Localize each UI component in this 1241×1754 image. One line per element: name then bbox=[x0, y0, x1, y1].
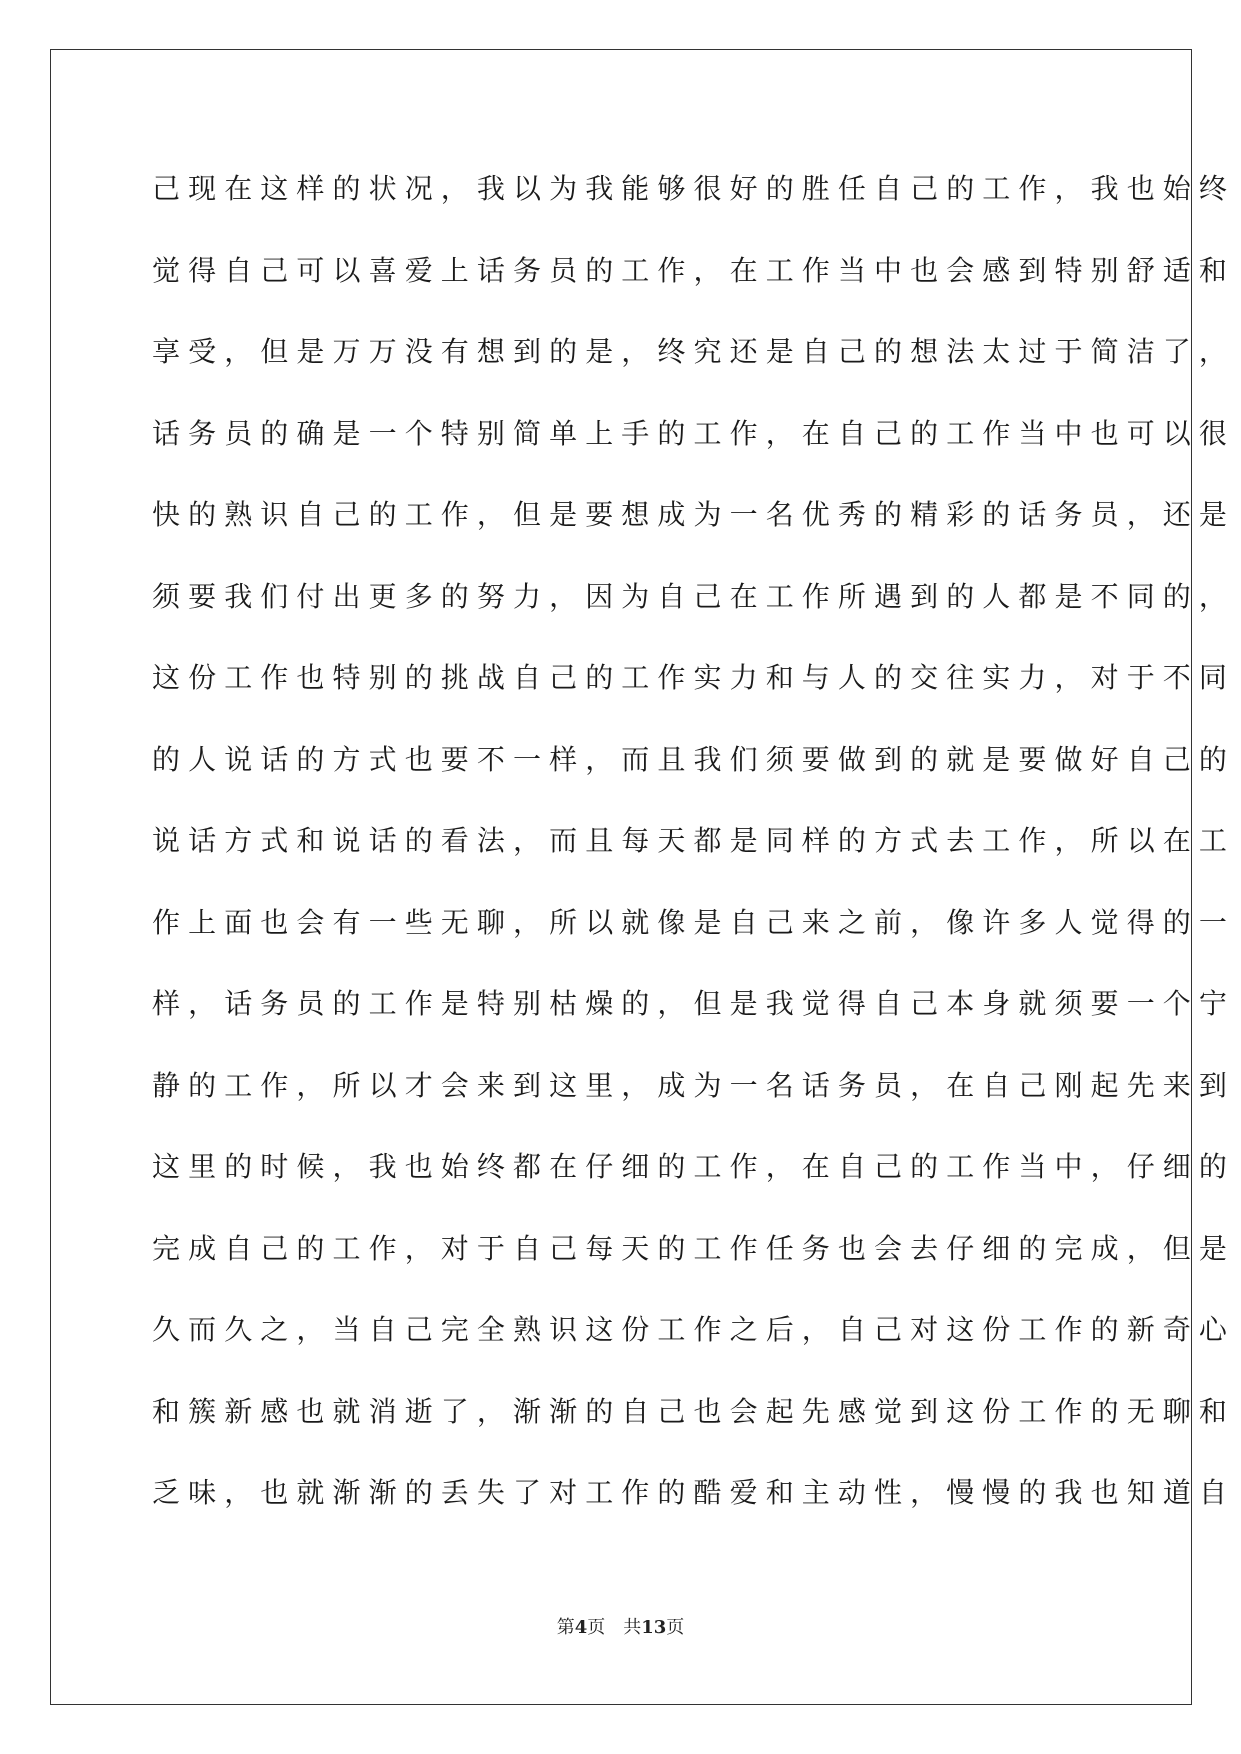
text-line: 这份工作也特别的挑战自己的工作实力和与人的交往实力，对于不同 bbox=[152, 661, 1236, 694]
footer-total-pages: 13 bbox=[641, 1617, 667, 1638]
text-line: 作上面也会有一些无聊，所以就像是自己来之前，像许多人觉得的一 bbox=[152, 905, 1236, 939]
footer-page-number: 4 bbox=[574, 1617, 588, 1638]
text-line: 的人说话的方式也要不一样，而且我们须要做到的就是要做好自己的 bbox=[152, 742, 1236, 776]
text-line: 样，话务员的工作是特别枯燥的，但是我觉得自己本身就须要一个宁 bbox=[152, 987, 1236, 1020]
text-line: 快的熟识自己的工作，但是要想成为一名优秀的精彩的话务员，还是 bbox=[152, 498, 1236, 531]
text-line: 须要我们付出更多的努力，因为自己在工作所遇到的人都是不同的， bbox=[152, 579, 1236, 613]
page-footer bbox=[0, 1613, 1241, 1639]
body-text bbox=[152, 165, 1236, 1551]
footer-total-prefix: 共 bbox=[623, 1617, 642, 1638]
footer-page-prefix: 第 bbox=[556, 1617, 575, 1638]
text-line: 完成自己的工作，对于自己每天的工作任务也会去仔细的完成，但是 bbox=[152, 1231, 1236, 1265]
text-line: 享受，但是万万没有想到的是，终究还是自己的想法太过于简洁了， bbox=[152, 335, 1236, 368]
text-line: 乏味，也就渐渐的丢失了对工作的酷爱和主动性，慢慢的我也知道自 bbox=[152, 1476, 1236, 1509]
text-line: 静的工作，所以才会来到这里，成为一名话务员，在自己刚起先来到 bbox=[152, 1068, 1236, 1102]
text-line: 觉得自己可以喜爱上话务员的工作，在工作当中也会感到特别舒适和 bbox=[152, 253, 1236, 287]
text-line: 久而久之，当自己完全熟识这份工作之后，自己对这份工作的新奇心 bbox=[152, 1313, 1236, 1346]
text-line: 说话方式和说话的看法，而且每天都是同样的方式去工作，所以在工 bbox=[152, 824, 1236, 857]
footer-page-suffix: 页 bbox=[587, 1617, 606, 1638]
text-line: 话务员的确是一个特别简单上手的工作，在自己的工作当中也可以很 bbox=[152, 416, 1236, 450]
text-line: 己现在这样的状况，我以为我能够很好的胜任自己的工作，我也始终 bbox=[152, 172, 1236, 205]
text-line: 和簇新感也就消逝了，渐渐的自己也会起先感觉到这份工作的无聊和 bbox=[152, 1394, 1236, 1428]
footer-total-suffix: 页 bbox=[666, 1617, 685, 1638]
text-line: 这里的时候，我也始终都在仔细的工作，在自己的工作当中，仔细的 bbox=[152, 1150, 1236, 1183]
